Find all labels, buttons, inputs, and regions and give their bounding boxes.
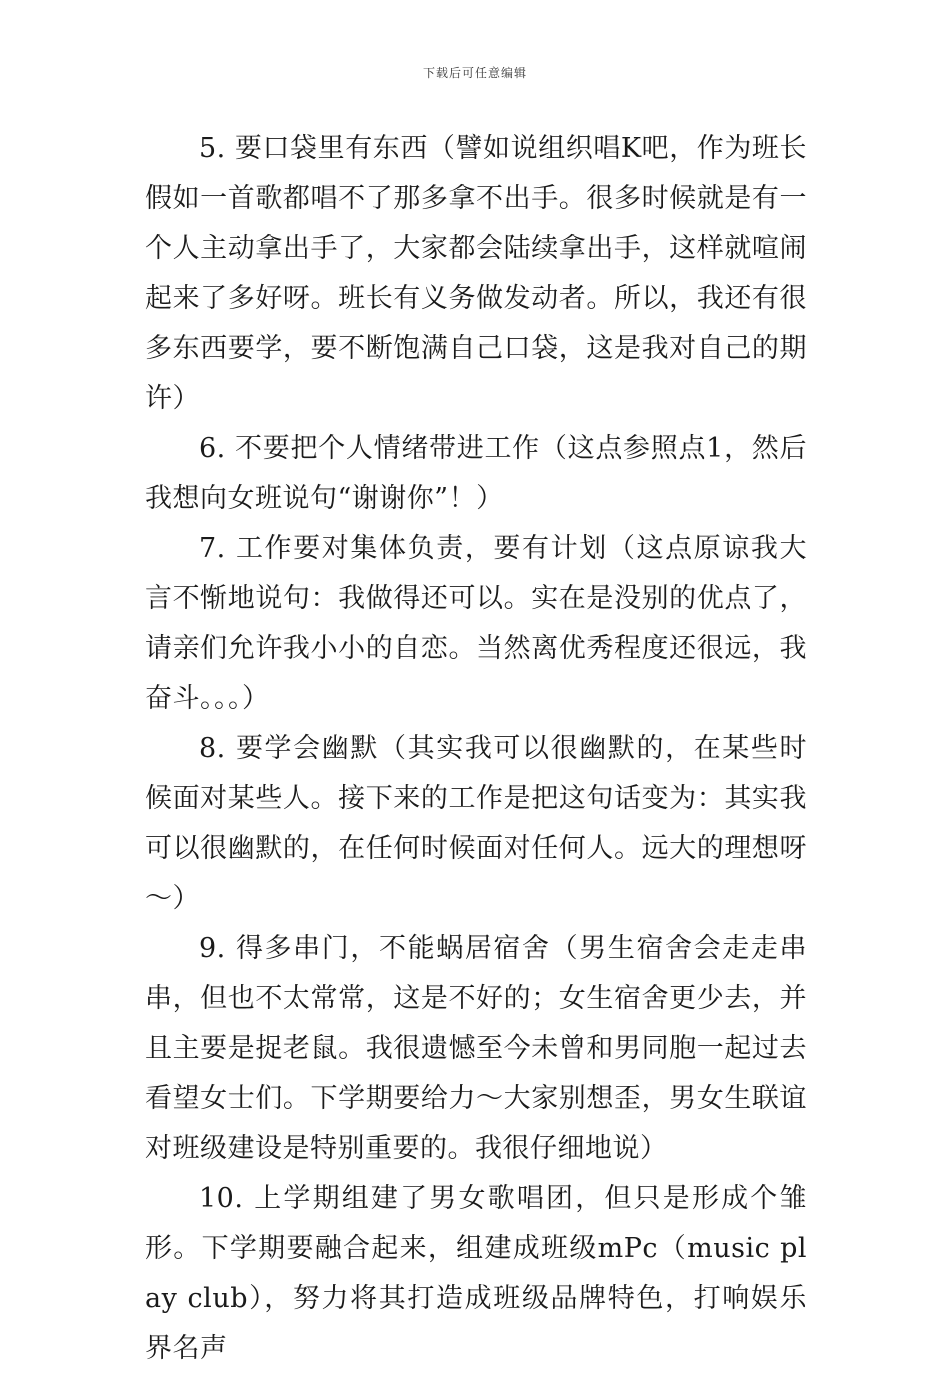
paragraph-item-5: 5. 要口袋里有东西（譬如说组织唱K吧，作为班长假如一首歌都唱不了那多拿不出手。很多时候就是有一个人主动拿出手了，大家都会陆续拿出手，这样就喧闹起来了多好呀。班长有义务做发动者。所以，我还有很多东西要学，要不断饱满自己口袋，这是我对自己的期许） — [145, 133, 807, 414]
page-header: 下载后可任意编辑 — [422, 66, 527, 80]
paragraph-item-6: 6. 不要把个人情绪带进工作（这点参照点1，然后我想向女班说句“谢谢你”！） — [145, 433, 807, 514]
paragraph-item-9: 9. 得多串门，不能蜗居宿舍（男生宿舍会走走串串，但也不太常常，这是不好的；女生宿舍更少去，并且主要是捉老鼠。我很遗憾至今未曾和男同胞一起过去看望女士们。下学期要给力～大家别想歪，男女生联谊对班级建设是特别重要的。我很仔细地说） — [145, 933, 807, 1164]
document-body — [145, 124, 807, 1374]
paragraph-item-10: 10. 上学期组建了男女歌唱团，但只是形成个雏形。下学期要融合起来，组建成班级mPc（music play club），努力将其打造成班级品牌特色，打响娱乐界名声 — [145, 1183, 807, 1364]
paragraph-item-8: 8. 要学会幽默（其实我可以很幽默的，在某些时候面对某些人。接下来的工作是把这句话变为：其实我可以很幽默的，在任何时候面对任何人。远大的理想呀～） — [145, 733, 807, 914]
paragraph-item-7: 7. 工作要对集体负责，要有计划（这点原谅我大言不惭地说句：我做得还可以。实在是没别的优点了，请亲们允许我小小的自恋。当然离优秀程度还很远，我奋斗。。。） — [145, 533, 807, 714]
